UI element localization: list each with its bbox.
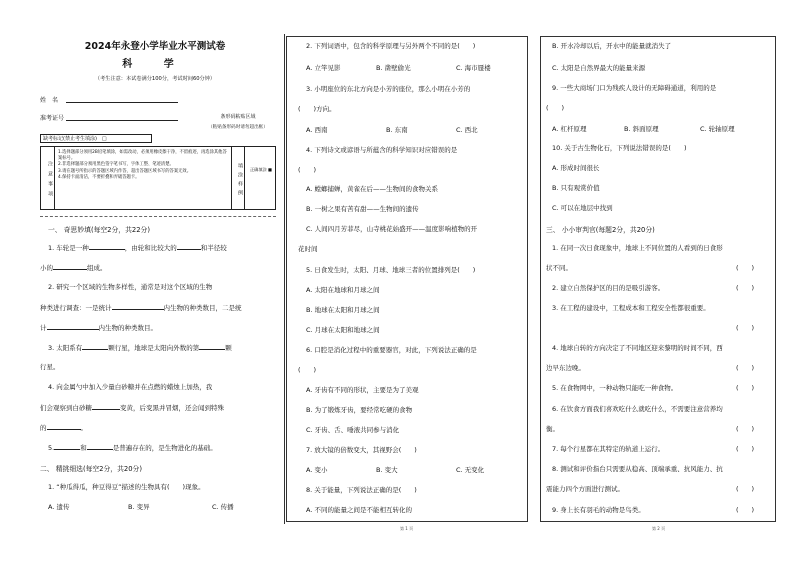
choice-q7-option-c[interactable]: C. 无变化 bbox=[456, 466, 485, 474]
choice-q6-option-c[interactable]: C. 牙齿、舌、唾液共同参与消化 bbox=[306, 426, 400, 434]
answer-blank[interactable] bbox=[87, 443, 113, 450]
notice-lines bbox=[58, 150, 228, 181]
choice-q10: 10. 关于古生物化石，下列说法错误的是( ) bbox=[552, 144, 687, 152]
judge-q6-answer[interactable]: ( ) bbox=[736, 425, 755, 433]
q-text: 颗行星，地球是太阳向外数的第 bbox=[108, 344, 200, 352]
q-text: 和半径较 bbox=[200, 244, 227, 252]
choice-q3-option-c[interactable]: C. 西北 bbox=[456, 126, 478, 134]
fill-q2: 2. 研究一个区域的生物多样性，通常是对这个区域的生物 bbox=[48, 283, 213, 291]
judge-q9: 9. 身上长有羽毛的动物是鸟类。 bbox=[552, 506, 645, 514]
choice-q9-option-c[interactable]: C. 轮轴原理 bbox=[700, 125, 735, 133]
judge-q7-answer[interactable]: ( ) bbox=[736, 445, 755, 453]
absent-mark-box[interactable]: 缺考标记(禁止考生填涂) □ bbox=[40, 134, 152, 143]
q-text: 小的 bbox=[40, 264, 53, 272]
fill-q3 bbox=[48, 343, 232, 353]
q-text: 颗 bbox=[225, 344, 232, 352]
answer-blank[interactable] bbox=[177, 243, 201, 250]
choice-q2-option-a[interactable]: A. 立竿见影 bbox=[306, 64, 341, 72]
sample-label: 填涂样例 bbox=[231, 147, 245, 209]
judge-q6-cont: 衡。 bbox=[546, 425, 559, 433]
choice-q6-option-a[interactable]: A. 牙齿有不同的形状，主要是为了美观 bbox=[306, 386, 419, 394]
choice-q4: 4. 下列诗文或谚语与所蕴含的科学知识对应错误的是 bbox=[306, 146, 458, 154]
choice-q8-option-a[interactable]: A. 不同的能量之间是不能相互转化的 bbox=[306, 506, 412, 514]
judge-q5-answer[interactable]: ( ) bbox=[736, 384, 755, 392]
q-text: 种类进行调查：一是统计 bbox=[40, 304, 112, 312]
fill-q1 bbox=[48, 243, 227, 253]
fill-q4-cont2 bbox=[40, 423, 87, 433]
choice-q1: 1. “种瓜得瓜，种豆得豆”描述的生物具有( )现象。 bbox=[48, 483, 205, 491]
notice-line: 3.请在题号所指示的答题区域内作答，超出答题区域书写的答案无效。 bbox=[58, 168, 192, 174]
notice-left-label: 注意事项 bbox=[41, 147, 55, 209]
choice-q8-option-c[interactable]: C. 太阳是自然界最大的能量来源 bbox=[552, 64, 646, 72]
fill-q3-cont: 行星。 bbox=[40, 363, 60, 371]
q-text: 的 bbox=[40, 424, 47, 432]
judge-q8: 8. 测试和评价指台只需要从稳高、顶端承重、抗风能力、抗 bbox=[552, 465, 723, 473]
answer-blank[interactable] bbox=[199, 343, 225, 350]
q-text: 们会观察到白砂糖 bbox=[40, 404, 92, 412]
choice-q5-option-a[interactable]: A. 太阳在地球和月球之间 bbox=[306, 286, 380, 294]
fill-q1-cont bbox=[40, 263, 107, 273]
judge-q8-answer[interactable]: ( ) bbox=[736, 485, 755, 493]
answer-blank[interactable] bbox=[47, 423, 81, 430]
section-3-title: 三、 小小审判官(每题2分，共20分) bbox=[546, 226, 655, 234]
section-2-title: 二、 精挑细选(每空2分，共20分) bbox=[40, 465, 142, 473]
q-text: 内生物的种类数目，二是统 bbox=[163, 304, 242, 312]
judge-q2-answer[interactable]: ( ) bbox=[736, 284, 755, 292]
choice-q10-option-a[interactable]: A. 形成时间很长 bbox=[552, 164, 600, 172]
answer-blank[interactable] bbox=[82, 343, 108, 350]
choice-q2-option-b[interactable]: B. 凿壁偷光 bbox=[376, 64, 411, 72]
judge-q7: 7. 每个行星都在其特定的轨道上运行。 bbox=[552, 445, 665, 453]
q-text: 组成。 bbox=[87, 264, 107, 272]
q-text: 和 bbox=[80, 444, 87, 452]
choice-q4-cont: ( ) bbox=[298, 166, 317, 174]
barcode-hint: 条形码粘贴区域 bbox=[220, 114, 256, 120]
q-text: 内生物的种类数目。 bbox=[98, 324, 157, 332]
judge-q1-cont: 状不同。 bbox=[546, 264, 572, 272]
choice-q1-option-b[interactable]: B. 变异 bbox=[128, 503, 150, 511]
q-text: 是普遍存在的，是生物进化的基础。 bbox=[112, 444, 217, 452]
choice-q8: 8. 关于能量，下列说法正确的是( ) bbox=[306, 486, 417, 494]
choice-q7-option-a[interactable]: A. 变小 bbox=[306, 466, 328, 474]
choice-q6: 6. 口腔是消化过程中的重要器官，对此，下列说法正确的是 bbox=[306, 346, 477, 354]
column-divider bbox=[284, 34, 285, 524]
notice-line: 4.保持卡面清洁，不要折叠和弄破答题卡。 bbox=[58, 174, 140, 180]
choice-q10-option-b[interactable]: B. 只有观赏价值 bbox=[552, 184, 600, 192]
choice-q2-option-c[interactable]: C. 海市蜃楼 bbox=[456, 64, 491, 72]
subject-title: 科 学 bbox=[122, 59, 188, 70]
fill-q2-cont bbox=[40, 303, 242, 313]
notice-line: 2.非选择题部分须用黑色签字笔书写，字体工整、笔迹清楚。 bbox=[58, 162, 174, 168]
choice-q3-cont: ( )方向。 bbox=[298, 105, 336, 113]
q-text: 1. 车轮是一种 bbox=[48, 244, 89, 252]
judge-q3-answer[interactable]: ( ) bbox=[736, 324, 755, 332]
choice-q1-option-c[interactable]: C. 传播 bbox=[212, 503, 234, 511]
q-text: 。 bbox=[80, 424, 87, 432]
answer-blank[interactable] bbox=[54, 443, 80, 450]
judge-q6: 6. 在饮食方面我们喜欢吃什么就吃什么，不需要注意营养均 bbox=[552, 405, 723, 413]
judge-q1-answer[interactable]: ( ) bbox=[736, 264, 755, 272]
judge-q2: 2. 建立自然保护区的目的是吸引游客。 bbox=[552, 284, 665, 292]
exam-no-field[interactable] bbox=[66, 120, 178, 121]
q-text: ，由轮和比较大的 bbox=[124, 244, 177, 252]
choice-q4-option-b[interactable]: B. 一树之果有苦有甜——生物间的遗传 bbox=[306, 205, 419, 213]
choice-q5-option-c[interactable]: C. 月球在太阳和地球之间 bbox=[306, 326, 380, 334]
exam-note: （考生注意：本试卷满分100分，考试时间60分钟） bbox=[94, 76, 216, 82]
notice-line: 1.选择题部分须用2B铅笔填涂，如需改动，必须用橡皮擦干净，不留痕迹，再选涂其他答案标号。 bbox=[58, 150, 227, 162]
choice-q4-option-c-cont: 花时间 bbox=[298, 245, 318, 253]
divider-line bbox=[40, 216, 276, 217]
choice-q9-option-b[interactable]: B. 斜面原理 bbox=[624, 125, 659, 133]
name-label: 姓 名 bbox=[40, 97, 59, 104]
name-field[interactable] bbox=[66, 102, 178, 103]
page-number-left: 第 1 页 bbox=[400, 526, 414, 531]
q-text: 变黄，后变黑并冒烟，还会闻到特殊 bbox=[120, 404, 224, 412]
judge-q9-answer[interactable]: ( ) bbox=[736, 506, 755, 514]
choice-q6-cont: ( ) bbox=[298, 366, 317, 374]
judge-q4-answer[interactable]: ( ) bbox=[736, 364, 755, 372]
notice-table bbox=[40, 146, 276, 210]
choice-q7-option-b[interactable]: B. 变大 bbox=[376, 466, 398, 474]
barcode-sub: （粘贴条形码时请勿超出框） bbox=[208, 125, 268, 130]
choice-q10-option-c[interactable]: C. 可以在地层中找到 bbox=[552, 204, 613, 212]
judge-q8-cont: 震能力四个方面进行测试。 bbox=[546, 485, 624, 493]
choice-q9-option-a[interactable]: A. 杠杆原理 bbox=[552, 125, 587, 133]
exam-title: 2024年永登小学毕业水平测试卷 bbox=[84, 41, 226, 52]
choice-q5: 5. 日食发生时，太阳、月球、地球三者的位置排列是( ) bbox=[306, 266, 476, 274]
judge-q5: 5. 在食物网中，一种动物只能吃一种食物。 bbox=[552, 384, 678, 392]
exam-no-label: 准考证号 bbox=[40, 115, 65, 122]
fill-q4-cont bbox=[40, 403, 224, 413]
choice-q6-option-b[interactable]: B. 为了锻炼牙齿，要经常吃硬的食物 bbox=[306, 406, 413, 414]
fill-q2-cont2 bbox=[40, 323, 157, 333]
choice-q9: 9. 一些大商场门口为残疾人设计的无障碍通道，利用的是 bbox=[552, 84, 717, 92]
choice-q4-option-c[interactable]: C. 人间四月芳菲尽，山寺桃花始盛开——温度影响植物的开 bbox=[306, 225, 478, 233]
judge-q4: 4. 地球自转的方向决定了不同地区迎来黎明的时间不同，西 bbox=[552, 344, 723, 352]
sample-note: 正确填涂 ■ bbox=[249, 167, 273, 172]
answer-blank[interactable] bbox=[53, 263, 87, 270]
choice-q3-option-a[interactable]: A. 西南 bbox=[306, 126, 328, 134]
section-1-title: 一、 奇思妙填(每空2分，共22分) bbox=[48, 226, 150, 234]
answer-blank[interactable] bbox=[92, 403, 120, 410]
fill-q4: 4. 向金属勺中加入少量白砂糖并在点燃的蜡烛上加热，我 bbox=[48, 383, 213, 391]
judge-q3: 3. 在工程的建设中，工程成本和工程安全性都很重要。 bbox=[552, 304, 710, 312]
choice-q1-option-a[interactable]: A. 遗传 bbox=[48, 503, 70, 511]
answer-blank[interactable] bbox=[89, 243, 125, 250]
choice-q9-cont: ( ) bbox=[546, 104, 565, 112]
q-text: 5. bbox=[48, 444, 55, 452]
answer-blank[interactable] bbox=[112, 303, 164, 310]
q-text: 计 bbox=[40, 324, 47, 332]
judge-q4-cont: 边早东边晚。 bbox=[546, 364, 585, 372]
page-number-right: 第 2 页 bbox=[652, 526, 666, 531]
q-text: 3. 太阳系有 bbox=[48, 344, 83, 352]
choice-q5-option-b[interactable]: B. 地球在太阳和月球之间 bbox=[306, 306, 380, 314]
choice-q3: 3. 小明座位的东北方向是小芳的座位，那么小明在小芳的 bbox=[306, 85, 471, 93]
answer-blank[interactable] bbox=[47, 323, 99, 330]
choice-q8-option-b[interactable]: B. 开水冷却以后，开水中的能量就消失了 bbox=[552, 42, 672, 50]
choice-q4-option-a[interactable]: A. 螳螂捕蝉，黄雀在后——生物间的食物关系 bbox=[306, 185, 438, 193]
choice-q7: 7. 放大镜的倍数变大，其视野会( ) bbox=[306, 446, 417, 454]
choice-q2: 2. 下列词语中，包含的科学原理与另外两个不同的是( ) bbox=[306, 42, 476, 50]
choice-q3-option-b[interactable]: B. 东南 bbox=[386, 126, 408, 134]
fill-q5 bbox=[48, 443, 217, 453]
judge-q1: 1. 在同一次日食现象中，地球上不同位置的人看到的日食形 bbox=[552, 244, 723, 252]
